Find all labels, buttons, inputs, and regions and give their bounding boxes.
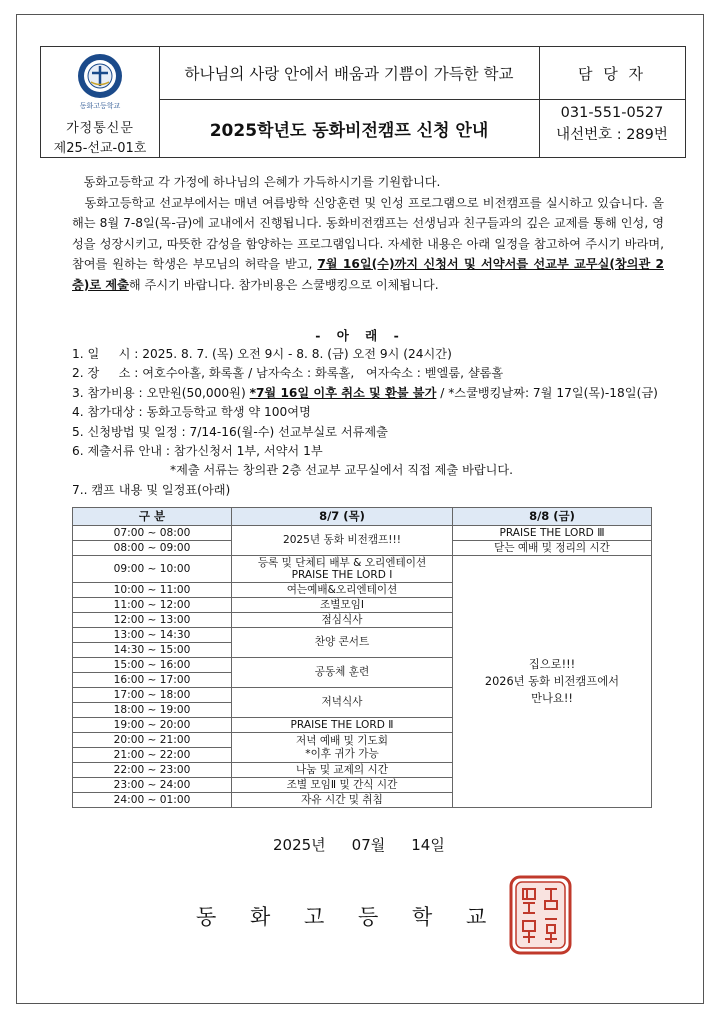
column-header-day2: 8/8 (금): [453, 508, 652, 526]
intro-body-end: 해 주시기 바랍니다. 참가비용은 스쿨뱅킹으로 이체됩니다.: [128, 277, 439, 292]
fee-text: 3. 참가비용 : 오만원(50,000원): [72, 385, 250, 400]
day2-cell: 닫는 예배 및 정리의 시간: [453, 541, 652, 556]
day1-cell: 자유 시간 및 취침: [232, 793, 453, 808]
contact-phone: 031-551-0527: [560, 105, 664, 121]
emblem-caption: 동화고등학교: [79, 102, 121, 110]
document-number: 제25-선교-01호: [53, 141, 147, 156]
day1-cell: 점심식사: [232, 613, 453, 628]
detail-schedule-label: 7.. 캠프 내용 및 일정표(아래): [72, 482, 231, 497]
day1-cell: PRAISE THE LORD Ⅱ: [232, 718, 453, 733]
detail-target: 4. 참가대상 : 동화고등학교 학생 약 100여명: [72, 405, 311, 420]
details-list: [72, 345, 672, 500]
time-cell: 24:00 ~ 01:00: [73, 793, 232, 808]
day1-cell: 조별모임Ⅰ: [232, 598, 453, 613]
time-cell: 19:00 ~ 20:00: [73, 718, 232, 733]
time-cell: 17:00 ~ 18:00: [73, 688, 232, 703]
page-title: 2025학년도 동화비전캠프 신청 안내: [209, 121, 489, 141]
detail-method: 5. 신청방법 및 일정 : 7/14-16(월-수) 선교부실로 서류제출: [72, 424, 388, 439]
detail-documents-note: *제출 서류는 창의관 2층 선교부 교무실에서 직접 제출 바랍니다.: [170, 463, 514, 478]
closing-line2: 2026년 동화 비전캠프에서: [484, 675, 620, 688]
details-heading: - 아 래 -: [315, 328, 405, 343]
contact-label: 담 당 자: [539, 47, 685, 100]
closing-line3: 만나요!!: [531, 692, 573, 705]
time-cell: 14:30 ~ 15:00: [73, 643, 232, 658]
intro-body: 동화고등학교 선교부에서는 매년 여름방학 신앙훈련 및 인성 프로그램으로 비전캠프를 실시하고 있습니다. 올해는 8월 7-8일(목-금)에 교내에서 진행됩니다. 동화비전캠프는 선생님과 친구들과의 깊은 교제를 통해 인성, 영성을 성장시키고, 따뜻한 감성을 함양하는 프로그램입니다. 자세한 내용은 아래 일정을 참고하여 주시기 바라며, 참여를 원하는 학생은 부모님의 허락을 받고,: [72, 195, 664, 271]
issue-date: [273, 834, 471, 855]
evening-service-text: 저녁 예배 및 기도회: [296, 734, 388, 747]
deadline-emphasis: 7월 16일(수)까지 신청서 및 서약서를 선교부 교무실(창의관 2층)로 제출: [72, 257, 664, 292]
day1-cell: 여는예배&오리엔테이션: [232, 583, 453, 598]
intro-paragraph: [72, 193, 664, 296]
signer-char: 학: [412, 905, 433, 929]
signer-char: 화: [250, 905, 271, 929]
signer-char: 교: [466, 905, 487, 929]
day1-cell: 나눔 및 교제의 시간: [232, 763, 453, 778]
detail-place: 2. 장 소 : 여호수아홀, 화록홀 / 남자숙소 : 화록홀, 여자숙소 : 벧엘룸, 샬롬홀: [72, 366, 504, 381]
detail-fee: [72, 384, 672, 403]
header-contact-cell: [539, 47, 685, 157]
day1-cell: 조별 모임Ⅱ 및 간식 시간: [232, 778, 453, 793]
greeting-text: 동화고등학교 각 가정에 하나님의 은혜가 가득하시기를 기원합니다.: [83, 175, 441, 189]
time-cell: 22:00 ~ 23:00: [73, 763, 232, 778]
header-logo-cell: [41, 47, 160, 157]
schedule-table: [72, 507, 652, 808]
detail-documents: 6. 제출서류 안내 : 참가신청서 1부, 서약서 1부: [72, 444, 323, 459]
praise-text: PRAISE THE LORD Ⅰ: [291, 569, 393, 581]
issue-month: 07월: [351, 836, 386, 854]
refund-warning: *7월 16일 이후 취소 및 환불 불가: [249, 385, 437, 400]
signer-char: 등: [358, 905, 379, 929]
time-cell: 08:00 ~ 09:00: [73, 541, 232, 556]
school-motto: 하나님의 사랑 안에서 배움과 기쁨이 가득한 학교: [159, 47, 539, 100]
table-row: [73, 526, 652, 541]
time-cell: 09:00 ~ 10:00: [73, 556, 232, 583]
table-row: [73, 556, 652, 583]
official-seal-icon: [509, 875, 572, 955]
time-cell: 18:00 ~ 19:00: [73, 703, 232, 718]
banking-date: / *스쿨뱅킹날짜: 7월 17일(목)-18일(금): [436, 385, 658, 400]
signer-char: 동: [196, 905, 217, 929]
day2-cell: [453, 556, 652, 808]
contact-info: [539, 102, 685, 146]
column-header-time: 구 분: [73, 508, 232, 526]
header-title-cell: [159, 47, 540, 157]
day1-cell: [232, 733, 453, 763]
closing-line1: 집으로!!!: [528, 658, 576, 671]
intro-text: [72, 172, 664, 295]
letter-header: [40, 46, 686, 158]
time-cell: 12:00 ~ 13:00: [73, 613, 232, 628]
day1-cell: [232, 556, 453, 583]
go-home-note: *이후 귀가 가능: [305, 747, 379, 760]
time-cell: 16:00 ~ 17:00: [73, 673, 232, 688]
contact-extension: 내선번호 : 289번: [556, 127, 668, 143]
registration-text: 등록 및 단체티 배부 & 오리엔테이션: [257, 557, 427, 569]
time-cell: 21:00 ~ 22:00: [73, 748, 232, 763]
time-cell: 10:00 ~ 11:00: [73, 583, 232, 598]
time-cell: 15:00 ~ 16:00: [73, 658, 232, 673]
greeting: [72, 172, 664, 193]
day2-cell: PRAISE THE LORD Ⅲ: [453, 526, 652, 541]
detail-date: 1. 일 시 : 2025. 8. 7. (목) 오전 9시 - 8. 8. (금) 오전 9시 (24시간): [72, 347, 452, 361]
column-header-day1: 8/7 (목): [232, 508, 453, 526]
school-emblem-icon: [77, 53, 123, 99]
issue-year: 2025년: [273, 836, 326, 854]
day1-cell: 찬양 콘서트: [232, 628, 453, 658]
time-cell: 13:00 ~ 14:30: [73, 628, 232, 643]
time-cell: 20:00 ~ 21:00: [73, 733, 232, 748]
time-cell: 07:00 ~ 08:00: [73, 526, 232, 541]
document-type: 가정통신문: [66, 121, 134, 136]
day1-cell: 공동체 훈련: [232, 658, 453, 688]
time-cell: 11:00 ~ 12:00: [73, 598, 232, 613]
signer-char: 고: [304, 905, 325, 929]
issue-day: 14일: [411, 836, 445, 854]
table-header-row: [73, 508, 652, 526]
day1-cell: 2025년 동화 비전캠프!!!: [232, 526, 453, 556]
time-cell: 23:00 ~ 24:00: [73, 778, 232, 793]
day1-cell: 저녁식사: [232, 688, 453, 718]
